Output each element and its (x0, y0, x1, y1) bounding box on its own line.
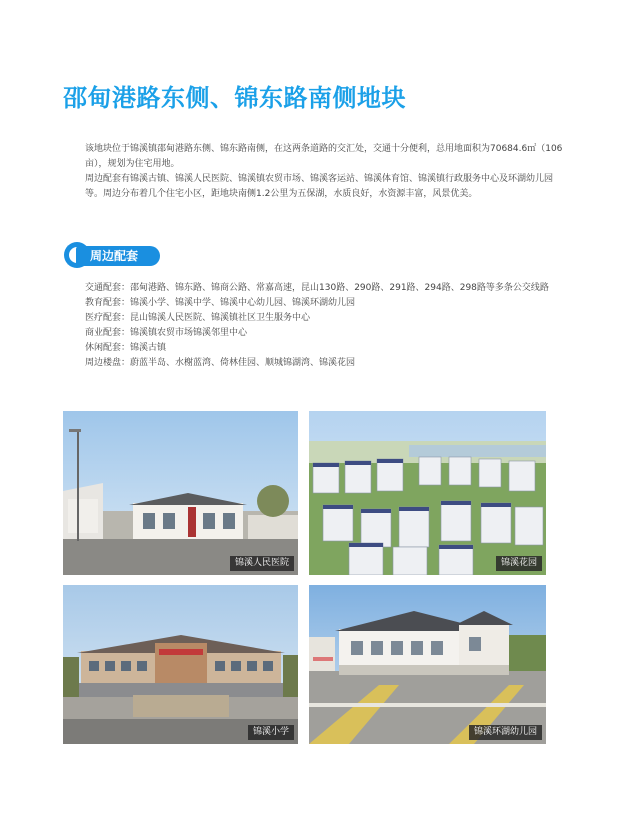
kindergarten-photo (309, 585, 546, 744)
school-photo (63, 585, 298, 744)
school-illustration (63, 585, 298, 744)
intro-paragraph-2: 周边配套有锦溪古镇、锦溪人民医院、锦溪镇农贸市场、锦溪客运站、锦溪体育馆、锦溪镇行政服务中心及环湖幼儿园等。周边分布着几个住宅小区，距地块南侧1.2公里为五保湖，水质良好，水资源丰富，风景优美。 (85, 174, 554, 199)
section-title: 周边配套 (76, 246, 160, 266)
hospital-photo (63, 411, 298, 575)
hospital-illustration (63, 411, 298, 575)
facility-row (85, 341, 563, 356)
facility-row (85, 311, 563, 326)
facility-value: 蔚蓝半岛、水榭蓝湾、倚林佳园、顺城锦湖湾、锦溪花园 (130, 358, 356, 368)
intro-paragraph-1: 该地块位于锦溪镇邵甸港路东侧、锦东路南侧，在这两条道路的交汇处，交通十分便利，总用地面积为70684.6㎡（106亩），规划为住宅用地。 (85, 144, 563, 169)
section-header (64, 242, 174, 270)
kindergarten-illustration (309, 585, 546, 744)
residential-illustration (309, 411, 546, 575)
facility-label: 教育配套： (85, 298, 131, 308)
intro-text (85, 142, 563, 202)
facility-label: 医疗配套： (85, 313, 131, 323)
facility-row (85, 356, 563, 371)
facility-value: 锦溪古镇 (130, 343, 167, 353)
facility-label: 周边楼盘： (85, 358, 131, 368)
facility-label: 交通配套： (85, 283, 131, 293)
facility-label: 休闲配套： (85, 343, 131, 353)
facility-label: 商业配套： (85, 328, 131, 338)
facility-value: 锦溪小学、锦溪中学、锦溪中心幼儿园、锦溪环湖幼儿园 (130, 298, 356, 308)
facility-value: 锦溪镇农贸市场锦溪邻里中心 (130, 328, 248, 338)
photo-caption: 锦溪环湖幼儿园 (469, 725, 542, 740)
photo-caption: 锦溪人民医院 (230, 556, 294, 571)
residential-photo (309, 411, 546, 575)
facility-row (85, 281, 563, 296)
facility-value: 昆山锦溪人民医院、锦溪镇社区卫生服务中心 (130, 313, 311, 323)
photo-caption: 锦溪小学 (248, 725, 294, 740)
facilities-list (85, 281, 563, 371)
facility-row (85, 296, 563, 311)
facility-value: 邵甸港路、锦东路、锦商公路、常嘉高速，昆山130路、290路、291路、294路、298路等多条公交线路 (130, 283, 549, 293)
photo-caption: 锦溪花园 (496, 556, 542, 571)
facility-row (85, 326, 563, 341)
page-title: 邵甸港路东侧、锦东路南侧地块 (63, 84, 406, 112)
